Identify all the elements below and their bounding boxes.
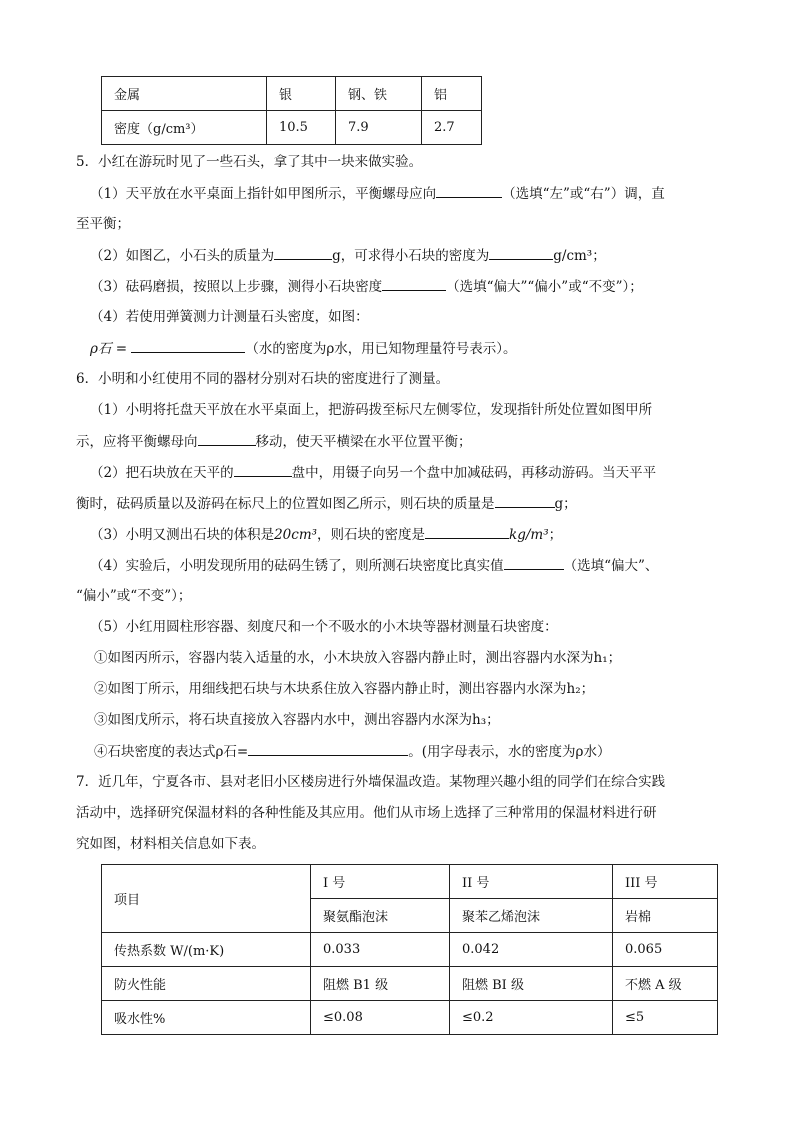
table-cell: 2.7 (422, 111, 482, 145)
table-cell: 阻燃 B1 级 (311, 967, 450, 1001)
step-3 (94, 710, 500, 730)
text: （选填“偏大”“偏小”或“不变”）； (446, 279, 643, 295)
question-6-part-5: （5）小红用圆柱形容器、刻度尺和一个不吸水的小木块等器材测量石块密度： (90, 619, 558, 635)
question-7-line-1: 7．近几年，宁夏各市、县对老旧小区楼房进行外墙保温改造。某物理兴趣小组的同学们在综合实践 (76, 774, 666, 790)
question-6-part-4 (90, 555, 658, 576)
question-5-formula (90, 338, 517, 359)
table-row (102, 933, 718, 967)
text: （水的密度为ρ水，用已知物理量符号表示）。 (245, 341, 517, 357)
table-row (102, 1001, 718, 1035)
answer-blank (504, 555, 564, 570)
question-6-part-2 (90, 462, 656, 483)
text: 移动，使天平横梁在水平位置平衡； (255, 434, 472, 450)
text: 如图丁所示，用细线把石块与木块系住放入容器内静止时，测出容器内水深为h₂； (107, 681, 595, 697)
answer-blank (436, 183, 502, 198)
circled-number: ② (94, 681, 108, 697)
answer-blank (382, 276, 446, 291)
text: 如图丙所示，容器内装入适量的水，小木块放入容器内静止时，测出容器内水深为h₁； (107, 650, 622, 666)
text: （选填“左”或“右”）调，直 (502, 186, 665, 202)
answer-blank (495, 493, 555, 508)
table-cell: I 号 (311, 865, 450, 899)
answer-blank (425, 524, 509, 539)
question-6-part-3 (90, 524, 562, 545)
table-cell: 0.065 (613, 933, 718, 967)
text: （2）把石块放在天平的 (90, 465, 234, 481)
table-cell: 7.9 (336, 111, 422, 145)
text: （2）如图乙，小石头的质量为 (90, 248, 275, 264)
text: （3）砝码磨损，按照以上步骤，测得小石块密度 (90, 279, 383, 295)
table-cell: 聚氨酯泡沫 (311, 899, 450, 933)
volume-value: 20cm³ (274, 527, 318, 543)
question-6-part-1: （1）小明将托盘天平放在水平桌面上，把游码拨至标尺左侧零位，发现指针所处位置如图甲所 (90, 402, 653, 418)
table-cell: 0.042 (450, 933, 613, 967)
question-6-part-4-cont: “偏小”或“不变”）； (76, 588, 192, 604)
question-5-part-3 (90, 276, 643, 297)
text: （1）天平放在水平桌面上指针如甲图所示，平衡螺母应向 (90, 186, 437, 202)
metal-density-table (101, 76, 482, 145)
text: 如图戊所示，将石块直接放入容器内水中，测出容器内水深为h₃； (107, 712, 500, 728)
table-cell: 阻燃 BI 级 (450, 967, 613, 1001)
step-1 (94, 648, 621, 668)
answer-blank (131, 338, 245, 353)
text: ； (548, 527, 563, 543)
table-row (102, 77, 482, 111)
text: ，则石块的密度是 (317, 527, 426, 543)
circled-number: ④ (94, 744, 108, 760)
table-row (102, 967, 718, 1001)
text: 盘中，用镊子向另一个盘中加减砝码，再移动游码。当天平平 (291, 465, 657, 481)
table-cell: 吸水性% (102, 1001, 311, 1035)
question-5-part-1 (90, 183, 665, 204)
formula-lhs: ρ石 = (90, 341, 128, 357)
table-cell: 不燃 A 级 (613, 967, 718, 1001)
table-cell: ≤0.08 (311, 1001, 450, 1035)
answer-blank (248, 741, 408, 756)
question-7-line-3: 究如图，材料相关信息如下表。 (76, 836, 265, 852)
text: （4）实验后，小明发现所用的砝码生锈了，则所测石块密度比真实值 (90, 558, 504, 574)
question-6-stem: 6．小明和小红使用不同的器材分别对石块的密度进行了测量。 (76, 371, 450, 387)
table-cell: 传热系数 W/(m·K) (102, 933, 311, 967)
step-4 (94, 741, 610, 762)
answer-blank (489, 245, 553, 260)
table-cell: 铝 (422, 77, 482, 111)
table-cell: 10.5 (267, 111, 336, 145)
question-7-line-2: 活动中，选择研究保温材料的各种性能及其应用。他们从市场上选择了三种常用的保温材料进行研 (76, 805, 657, 821)
table-cell: 密度（g/cm³） (102, 111, 267, 145)
answer-blank (234, 462, 292, 477)
question-6-part-2-cont (76, 493, 577, 514)
text: g； (554, 496, 577, 512)
text: g，可求得小石块的密度为 (332, 248, 490, 264)
question-5-part-4: （4）若使用弹簧测力计测量石头密度，如图： (90, 309, 369, 325)
table-cell: III 号 (613, 865, 718, 899)
text: 石块密度的表达式ρ石= (107, 744, 249, 760)
table-cell: 0.033 (311, 933, 450, 967)
text: 衡时，砝码质量以及游码在标尺上的位置如图乙所示，则石块的质量是 (76, 496, 495, 512)
table-cell: 防火性能 (102, 967, 311, 1001)
density-unit: kg/m³ (509, 527, 549, 543)
table-cell: 聚苯乙烯泡沫 (450, 899, 613, 933)
table-cell: ≤5 (613, 1001, 718, 1035)
question-5-stem: 5．小红在游玩时见了一些石头，拿了其中一块来做实验。 (76, 154, 423, 170)
circled-number: ③ (94, 712, 108, 728)
text: （选填“偏大”、 (563, 558, 659, 574)
table-cell: 钢、铁 (336, 77, 422, 111)
table-cell: 岩棉 (613, 899, 718, 933)
answer-blank (274, 245, 332, 260)
text: 。(用字母表示，水的密度为ρ水） (408, 744, 611, 760)
text: （3）小明又测出石块的体积是 (90, 527, 275, 543)
table-cell: 银 (267, 77, 336, 111)
circled-number: ① (94, 650, 108, 666)
question-5-part-2 (90, 245, 606, 266)
table-row (102, 865, 718, 899)
question-5-part-1-cont: 至平衡； (76, 216, 130, 232)
question-6-part-1-cont (76, 431, 472, 452)
table-row (102, 111, 482, 145)
step-2 (94, 679, 594, 699)
table-cell: 项目 (102, 865, 311, 933)
answer-blank (198, 431, 256, 446)
table-cell: 金属 (102, 77, 267, 111)
insulation-material-table (101, 864, 718, 1035)
table-cell: ≤0.2 (450, 1001, 613, 1035)
text: g/cm³； (553, 248, 606, 264)
text: 示，应将平衡螺母向 (76, 434, 198, 450)
table-cell: II 号 (450, 865, 613, 899)
